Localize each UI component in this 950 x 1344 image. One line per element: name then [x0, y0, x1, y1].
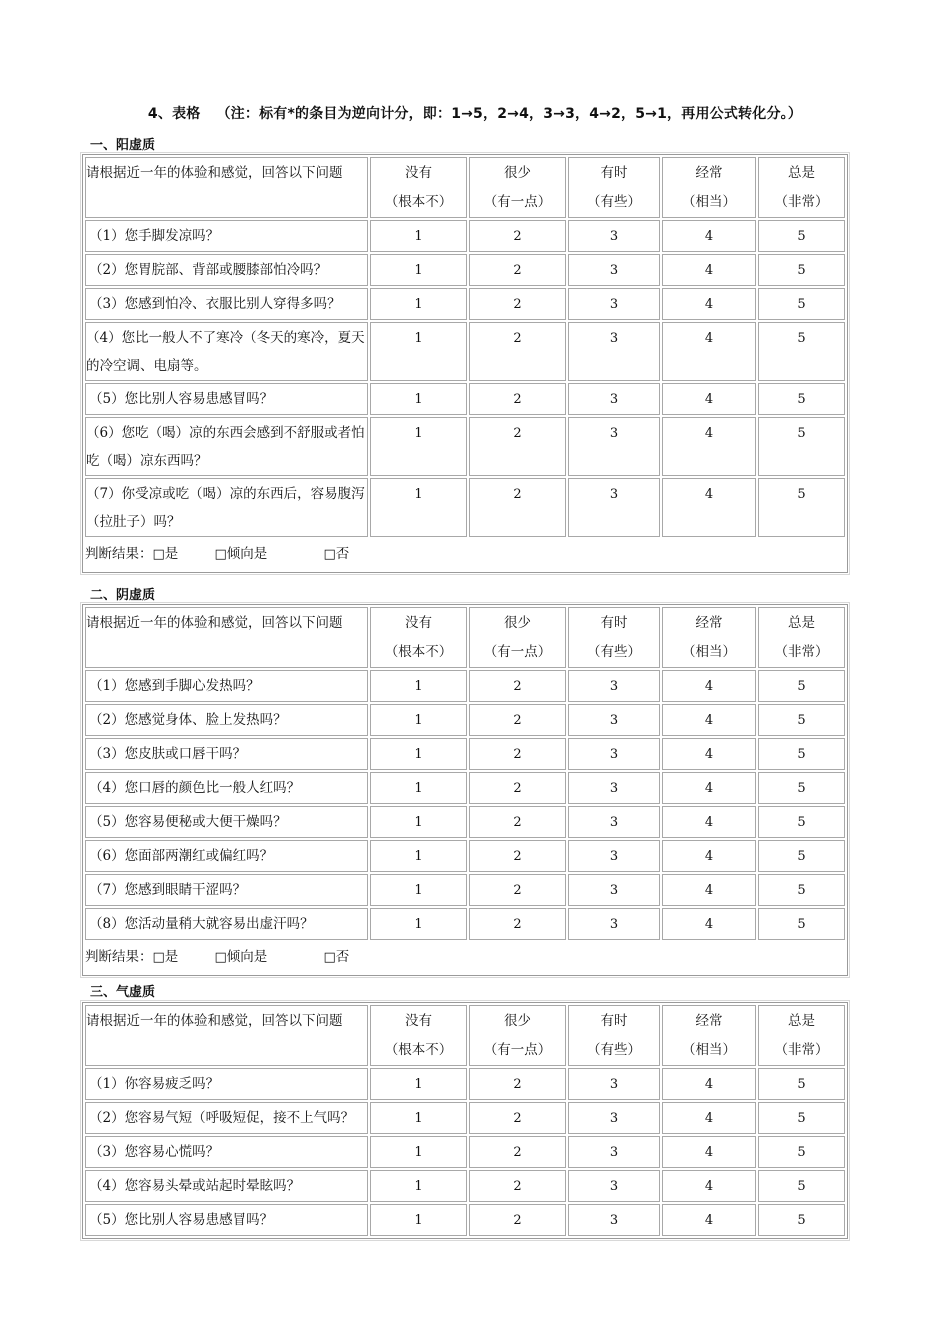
score-2[interactable]: 2 [469, 288, 566, 320]
checkbox-icon[interactable]: □ [152, 547, 165, 562]
score-5[interactable]: 5 [758, 417, 845, 476]
header-option-often: 经常 （相当） [662, 157, 756, 218]
score-3[interactable]: 3 [568, 772, 660, 804]
checkbox-icon[interactable]: □ [323, 950, 336, 965]
result-cell [85, 942, 845, 973]
score-4[interactable]: 4 [662, 322, 756, 381]
question-text: （2）您容易气短（呼吸短促，接不上气吗？ [85, 1102, 368, 1134]
header-option-rarely: 很少 （有一点） [469, 157, 566, 218]
question-text: （5）您比别人容易患感冒吗？ [85, 383, 368, 415]
header-prompt: 请根据近一年的体验和感觉，回答以下问题 [85, 1005, 368, 1066]
result-option-no[interactable]: □否 [323, 949, 350, 965]
score-5[interactable]: 5 [758, 288, 845, 320]
score-5[interactable]: 5 [758, 220, 845, 252]
table-yin-deficiency [82, 604, 848, 976]
question-text: （4）您容易头晕或站起时晕眩吗？ [85, 1170, 368, 1202]
score-3[interactable]: 3 [568, 1136, 660, 1168]
header-option-never: 没有 （根本不） [370, 157, 467, 218]
result-cell [85, 539, 845, 570]
question-text: （3）您感到怕冷、衣服比别人穿得多吗？ [85, 288, 368, 320]
score-4[interactable]: 4 [662, 1068, 756, 1100]
score-4[interactable]: 4 [662, 908, 756, 940]
score-1[interactable]: 1 [370, 1102, 467, 1134]
result-label: 判断结果： [85, 949, 153, 965]
table-row [85, 322, 845, 381]
score-4[interactable]: 4 [662, 383, 756, 415]
score-2[interactable]: 2 [469, 772, 566, 804]
question-text: （6）您面部两潮红或偏红吗？ [85, 840, 368, 872]
header-prompt: 请根据近一年的体验和感觉，回答以下问题 [85, 607, 368, 668]
score-2[interactable]: 2 [469, 1068, 566, 1100]
score-1[interactable]: 1 [370, 738, 467, 770]
header-option-rarely: 很少 （有一点） [469, 1005, 566, 1066]
result-row [85, 942, 845, 973]
question-text: （4）您口唇的颜色比一般人红吗？ [85, 772, 368, 804]
table-row [85, 254, 845, 286]
score-1[interactable]: 1 [370, 874, 467, 906]
score-1[interactable]: 1 [370, 670, 467, 702]
header-prompt: 请根据近一年的体验和感觉，回答以下问题 [85, 157, 368, 218]
score-3[interactable]: 3 [568, 670, 660, 702]
header-option-rarely: 很少 （有一点） [469, 607, 566, 668]
score-3[interactable]: 3 [568, 322, 660, 381]
score-4[interactable]: 4 [662, 670, 756, 702]
score-1[interactable]: 1 [370, 840, 467, 872]
table-row [85, 840, 845, 872]
score-5[interactable]: 5 [758, 1136, 845, 1168]
result-option-no[interactable]: □否 [323, 546, 350, 562]
score-5[interactable]: 5 [758, 704, 845, 736]
score-1[interactable]: 1 [370, 806, 467, 838]
score-4[interactable]: 4 [662, 1136, 756, 1168]
score-1[interactable]: 1 [370, 220, 467, 252]
result-option-tend[interactable]: □倾向是 [214, 949, 268, 965]
score-4[interactable]: 4 [662, 1170, 756, 1202]
result-option-yes[interactable]: □是 [152, 546, 179, 562]
score-1[interactable]: 1 [370, 772, 467, 804]
score-4[interactable]: 4 [662, 254, 756, 286]
score-3[interactable]: 3 [568, 738, 660, 770]
header-option-sometimes: 有时 （有些） [568, 1005, 660, 1066]
score-3[interactable]: 3 [568, 383, 660, 415]
page-heading [0, 103, 950, 123]
table-row [85, 288, 845, 320]
score-5[interactable]: 5 [758, 383, 845, 415]
score-1[interactable]: 1 [370, 417, 467, 476]
question-text: （6）您吃（喝）凉的东西会感到不舒服或者怕吃（喝）凉东西吗？ [85, 417, 368, 476]
table-row [85, 772, 845, 804]
table-row [85, 1068, 845, 1100]
header-option-sometimes: 有时 （有些） [568, 157, 660, 218]
question-text: （2）您感觉身体、脸上发热吗？ [85, 704, 368, 736]
question-text: （7）你受凉或吃（喝）凉的东西后，容易腹泻（拉肚子）吗？ [85, 478, 368, 537]
score-5[interactable]: 5 [758, 806, 845, 838]
score-3[interactable]: 3 [568, 220, 660, 252]
score-3[interactable]: 3 [568, 908, 660, 940]
score-2[interactable]: 2 [469, 1136, 566, 1168]
score-2[interactable]: 2 [469, 322, 566, 381]
score-2[interactable]: 2 [469, 908, 566, 940]
score-2[interactable]: 2 [469, 1102, 566, 1134]
score-3[interactable]: 3 [568, 288, 660, 320]
score-2[interactable]: 2 [469, 1170, 566, 1202]
question-text: （8）您活动量稍大就容易出虚汗吗？ [85, 908, 368, 940]
question-text: （4）您比一般人不了寒冷（冬天的寒冷，夏天的冷空调、电扇等。 [85, 322, 368, 381]
score-4[interactable]: 4 [662, 417, 756, 476]
score-3[interactable]: 3 [568, 874, 660, 906]
question-text: （1）您手脚发凉吗？ [85, 220, 368, 252]
header-option-never: 没有 （根本不） [370, 607, 467, 668]
question-text: （3）您容易心慌吗？ [85, 1136, 368, 1168]
question-text: （7）您感到眼睛干涩吗？ [85, 874, 368, 906]
score-2[interactable]: 2 [469, 840, 566, 872]
checkbox-icon[interactable]: □ [152, 950, 165, 965]
result-option-tend[interactable]: □倾向是 [214, 546, 268, 562]
heading-number: 4、表格 [147, 106, 201, 122]
table-row [85, 383, 845, 415]
question-text: （3）您皮肤或口唇干吗？ [85, 738, 368, 770]
score-1[interactable]: 1 [370, 1170, 467, 1202]
checkbox-icon[interactable]: □ [323, 547, 336, 562]
score-2[interactable]: 2 [469, 738, 566, 770]
score-1[interactable]: 1 [370, 1136, 467, 1168]
table-row [85, 1136, 845, 1168]
score-5[interactable]: 5 [758, 772, 845, 804]
table-header-row [85, 157, 845, 218]
table-row [85, 874, 845, 906]
table-row [85, 738, 845, 770]
score-1[interactable]: 1 [370, 383, 467, 415]
score-4[interactable]: 4 [662, 806, 756, 838]
score-3[interactable]: 3 [568, 704, 660, 736]
table-row [85, 220, 845, 252]
score-2[interactable]: 2 [469, 1204, 566, 1236]
score-1[interactable]: 1 [370, 288, 467, 320]
score-2[interactable]: 2 [469, 478, 566, 537]
score-4[interactable]: 4 [662, 772, 756, 804]
score-5[interactable]: 5 [758, 670, 845, 702]
section-title-yin: 二、阴虚质 [90, 588, 156, 603]
score-2[interactable]: 2 [469, 417, 566, 476]
score-1[interactable]: 1 [370, 478, 467, 537]
score-3[interactable]: 3 [568, 1068, 660, 1100]
score-4[interactable]: 4 [662, 840, 756, 872]
score-1[interactable]: 1 [370, 254, 467, 286]
score-2[interactable]: 2 [469, 254, 566, 286]
table-row [85, 704, 845, 736]
score-1[interactable]: 1 [370, 322, 467, 381]
score-5[interactable]: 5 [758, 254, 845, 286]
table-row [85, 670, 845, 702]
question-text: （5）您比别人容易患感冒吗？ [85, 1204, 368, 1236]
header-option-never: 没有 （根本不） [370, 1005, 467, 1066]
score-4[interactable]: 4 [662, 874, 756, 906]
table-header-row [85, 607, 845, 668]
score-5[interactable]: 5 [758, 908, 845, 940]
score-4[interactable]: 4 [662, 704, 756, 736]
heading-note: （注：标有*的条目为逆向计分，即：1→5，2→4，3→3，4→2，5→1，再用公式转化分。） [216, 106, 803, 122]
checkbox-icon[interactable]: □ [214, 950, 227, 965]
score-4[interactable]: 4 [662, 738, 756, 770]
section-title-qi: 三、气虚质 [90, 985, 156, 1000]
header-option-often: 经常 （相当） [662, 607, 756, 668]
score-2[interactable]: 2 [469, 704, 566, 736]
table-row [85, 806, 845, 838]
score-3[interactable]: 3 [568, 1170, 660, 1202]
score-4[interactable]: 4 [662, 1102, 756, 1134]
score-1[interactable]: 1 [370, 908, 467, 940]
score-3[interactable]: 3 [568, 254, 660, 286]
score-4[interactable]: 4 [662, 1204, 756, 1236]
score-4[interactable]: 4 [662, 478, 756, 537]
table-yang-deficiency [82, 154, 848, 573]
score-3[interactable]: 3 [568, 417, 660, 476]
score-3[interactable]: 3 [568, 478, 660, 537]
score-2[interactable]: 2 [469, 383, 566, 415]
score-5[interactable]: 5 [758, 840, 845, 872]
score-5[interactable]: 5 [758, 1068, 845, 1100]
score-5[interactable]: 5 [758, 874, 845, 906]
score-1[interactable]: 1 [370, 1068, 467, 1100]
score-4[interactable]: 4 [662, 288, 756, 320]
header-option-often: 经常 （相当） [662, 1005, 756, 1066]
table-row [85, 1170, 845, 1202]
score-5[interactable]: 5 [758, 1170, 845, 1202]
result-label: 判断结果： [85, 546, 153, 562]
header-option-sometimes: 有时 （有些） [568, 607, 660, 668]
score-1[interactable]: 1 [370, 1204, 467, 1236]
question-text: （2）您胃脘部、背部或腰膝部怕冷吗？ [85, 254, 368, 286]
score-3[interactable]: 3 [568, 806, 660, 838]
table-row [85, 1102, 845, 1134]
table-row [85, 417, 845, 476]
header-option-always: 总是 （非常） [758, 1005, 845, 1066]
checkbox-icon[interactable]: □ [214, 547, 227, 562]
score-2[interactable]: 2 [469, 220, 566, 252]
table-qi-deficiency [82, 1002, 848, 1239]
score-2[interactable]: 2 [469, 670, 566, 702]
score-5[interactable]: 5 [758, 322, 845, 381]
result-option-yes[interactable]: □是 [152, 949, 179, 965]
section-title-yang: 一、阳虚质 [90, 138, 156, 153]
score-3[interactable]: 3 [568, 1102, 660, 1134]
table-row [85, 908, 845, 940]
score-5[interactable]: 5 [758, 1204, 845, 1236]
score-5[interactable]: 5 [758, 1102, 845, 1134]
score-1[interactable]: 1 [370, 704, 467, 736]
result-row [85, 539, 845, 570]
score-3[interactable]: 3 [568, 840, 660, 872]
question-text: （5）您容易便秘或大便干燥吗？ [85, 806, 368, 838]
score-4[interactable]: 4 [662, 220, 756, 252]
header-option-always: 总是 （非常） [758, 607, 845, 668]
header-option-always: 总是 （非常） [758, 157, 845, 218]
score-2[interactable]: 2 [469, 806, 566, 838]
score-2[interactable]: 2 [469, 874, 566, 906]
score-3[interactable]: 3 [568, 1204, 660, 1236]
score-5[interactable]: 5 [758, 478, 845, 537]
question-text: （1）你容易疲乏吗？ [85, 1068, 368, 1100]
score-5[interactable]: 5 [758, 738, 845, 770]
table-row [85, 1204, 845, 1236]
question-text: （1）您感到手脚心发热吗？ [85, 670, 368, 702]
table-header-row [85, 1005, 845, 1066]
table-row [85, 478, 845, 537]
